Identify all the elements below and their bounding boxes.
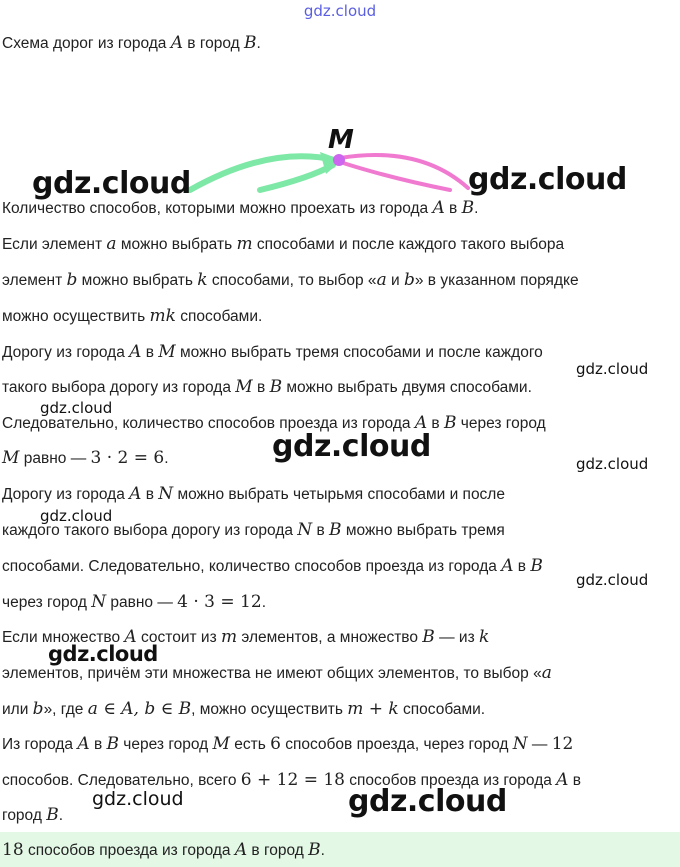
watermark: gdz.cloud [92,788,184,810]
text-line: Количество способов, которыми можно проехать из города A в B. [2,198,479,218]
text-line: элементов, причём эти множества не имеют общих элементов, то выбор «a [2,663,552,683]
watermark: gdz.cloud [40,507,113,525]
answer-text: 18 способов проезда из города A в город B. [2,840,325,860]
text-line: каждого такого выбора дорогу из города N в B можно выбрать тремя [2,520,505,540]
watermark: gdz.cloud [348,784,507,819]
text-line: M равно — 3 · 2 = 6. [2,448,169,468]
answer-box [0,832,680,867]
text-line: город B. [2,805,63,825]
text-line: через город N равно — 4 · 3 = 12. [2,592,266,612]
text-line: Если элемент a можно выбрать m способами и после каждого такого выбора [2,234,565,254]
intro-line: Схема дорог из города A в город B. [2,33,261,53]
text-line: можно осуществить mk способами. [2,306,263,326]
watermark: gdz.cloud [272,429,431,464]
text-line: Из города A в B через город M есть 6 способов проезда, через город N — 12 [2,734,574,754]
watermark: gdz.cloud [468,162,627,197]
watermark: gdz.cloud [48,642,158,666]
pink-road-upper [340,155,468,188]
road-diagram [150,110,510,200]
point-m [333,154,345,166]
text-line: или b», где a ∈ A, b ∈ B, можно осуществить m + k способами. [2,699,486,719]
text-line: Дорогу из города A в M можно выбрать тремя способами и после каждого [2,342,543,362]
text-line: такого выбора дорогу из города M в B можно выбрать двумя способами. [2,377,532,397]
green-road-inner [260,165,333,190]
text-line: элемент b можно выбрать k способами, то выбор «a и b» в указанном порядке [2,270,579,290]
watermark: gdz.cloud [576,571,649,589]
text-line: способами. Следовательно, количество способов проезда из города A в B [2,556,543,576]
watermark: gdz.cloud [576,455,649,473]
watermark: gdz.cloud [32,166,191,201]
site-header[interactable]: gdz.cloud [303,2,377,20]
watermark: gdz.cloud [40,399,113,417]
point-m-label: M [328,125,354,155]
text-line: Дорогу из города A в N можно выбрать четырьмя способами и после [2,484,505,504]
text-line: способов. Следовательно, всего 6 + 12 = 18 способов проезда из города A в [2,770,581,790]
text-line: Если множество A состоит из m элементов, а множество B — из k [2,627,490,647]
text-line: Следовательно, количество способов проезда из города A в B через город [2,413,546,433]
watermark: gdz.cloud [576,360,649,378]
